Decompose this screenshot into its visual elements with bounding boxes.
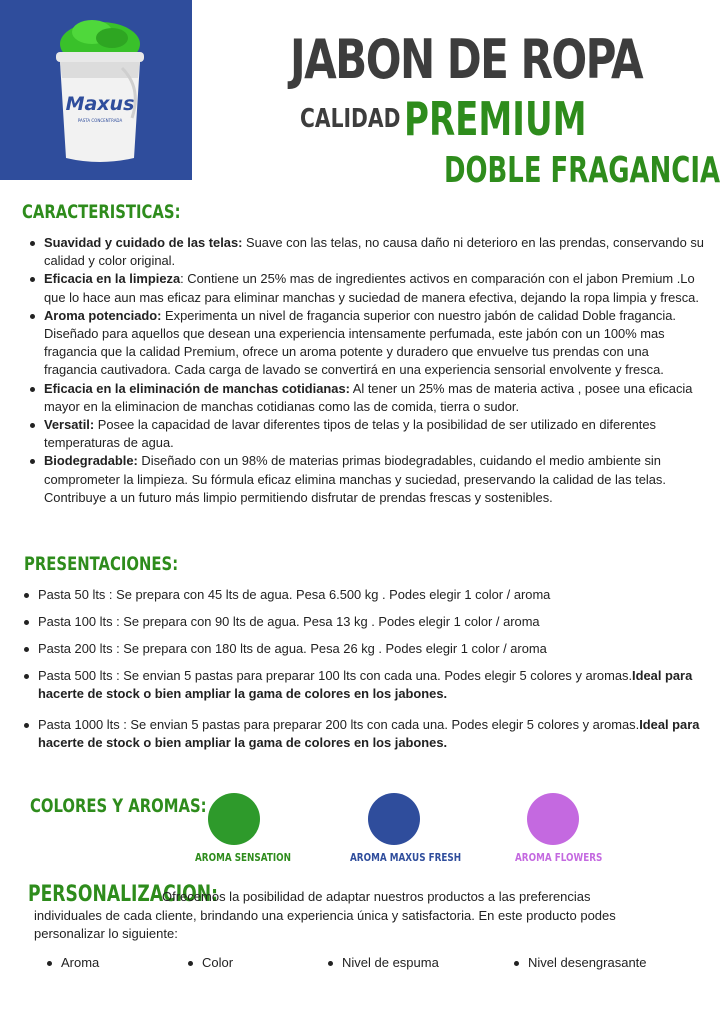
color-swatch-flowers <box>527 793 579 845</box>
presentaciones-list <box>38 586 708 752</box>
hero-panel <box>0 0 192 180</box>
personalizacion-text-line1: Ofrecemos la posibilidad de adaptar nuestros productos a las preferencias <box>162 889 591 904</box>
bucket-small-text: PASTA CONCENTRADA <box>77 118 123 123</box>
item-bold-text: Ideal para hacerte de stock o bien ampliar la gama de colores en los jabones. <box>38 668 693 701</box>
page-title: JABON DE ROPA <box>290 28 643 91</box>
title-calidad: CALIDAD <box>300 104 401 134</box>
item-text: Diseñado con un 98% de materias primas biodegradables, cuidando el medio ambiente sin comprometer la limpieza. Su fórmula eficaz elimina manchas y suciedad, preservando la calidad de las telas. Contribuye a un futuro más limpio permitiendo disfrutar de prendas frescas y sostenibles. <box>44 453 666 505</box>
list-item <box>44 270 704 306</box>
list-item <box>38 613 708 631</box>
item-bold-text: Ideal para hacerte de stock o bien ampliar la gama de colores en los jabones. <box>38 717 700 750</box>
list-item <box>44 234 704 270</box>
item-text: Al tener un 25% mas de materia activa , posee una eficacia mayor en la eliminacion de manchas cotidianas como las de comida, tierra o sudor. <box>44 380 693 414</box>
item-label: Versatil: <box>44 417 95 433</box>
item-text: Suave con las telas, no causa daño ni deterioro en las prendas, conservando su calidad y color original. <box>44 235 704 269</box>
item-text: Posee la capacidad de lavar diferentes tipos de telas y la posibilidad de ser utilizado en diferentes temperaturas de agua. <box>44 417 656 451</box>
title-doble-fragancia: DOBLE FRAGANCIA <box>444 150 721 191</box>
item-text: Pasta 200 lts : Se prepara con 180 lts de agua. Pesa 26 kg . Podes elegir 1 color / aroma <box>38 641 547 656</box>
option-nivel-espuma: Nivel de espuma <box>342 955 439 970</box>
personalizacion-heading: PERSONALIZACION: <box>28 882 218 907</box>
list-item <box>44 307 704 380</box>
list-item <box>44 452 704 507</box>
caracteristicas-heading: CARACTERISTICAS: <box>22 201 181 223</box>
presentaciones-heading: PRESENTACIONES: <box>24 553 179 575</box>
swatch-label-flowers: AROMA FLOWERS <box>515 851 603 864</box>
swatch-label-maxus-fresh: AROMA MAXUS FRESH <box>350 851 462 864</box>
option-aroma: Aroma <box>61 955 100 970</box>
product-bucket-image <box>52 18 148 168</box>
colores-heading: COLORES Y AROMAS: <box>30 795 207 817</box>
item-label: Suavidad y cuidado de las telas: <box>44 235 243 250</box>
item-label: Eficacia en la eliminación de manchas cotidianas: <box>44 380 350 396</box>
caracteristicas-list <box>44 234 704 507</box>
list-item <box>38 716 708 752</box>
item-text: : Contiene un 25% mas de ingredientes activos en comparación con el jabon Premium .Lo que lo hace aun mas eficaz para eliminar manchas y suciedad de manera efectiva, dejando la ropa limpia y fresca. <box>44 271 699 305</box>
color-swatch-maxus-fresh <box>368 793 420 845</box>
item-text: Pasta 50 lts : Se prepara con 45 lts de agua. Pesa 6.500 kg . Podes elegir 1 color / aroma <box>38 587 551 602</box>
title-premium: PREMIUM <box>404 92 587 146</box>
list-item <box>38 667 708 703</box>
swatch-label-sensation: AROMA SENSATION <box>195 851 292 864</box>
option-color: Color <box>202 955 234 970</box>
item-label: Aroma potenciado: <box>44 307 162 323</box>
list-item <box>38 586 708 604</box>
item-label: Biodegradable: <box>44 453 138 469</box>
item-text: Pasta 100 lts : Se prepara con 90 lts de agua. Pesa 13 kg . Podes elegir 1 color / aroma <box>38 614 540 629</box>
list-item <box>44 380 704 416</box>
option-nivel-desengrasante: Nivel desengrasante <box>528 955 647 970</box>
color-swatch-sensation <box>208 793 260 845</box>
personalizacion-text: individuales de cada cliente, brindando una experiencia única y satisfactoria. En este producto podes personalizar lo siguiente: <box>34 908 616 941</box>
item-text: Experimenta un nivel de fragancia superior con nuestro jabón de calidad Doble fragancia. Diseñado para aquellos que desean una experiencia intensamente perfumada, este jabón con un 100% mas fragancia que la calidad Premium, ofrece un aroma potente y duradero que envuelve tus prendas con una fragancia cautivadora. Cada carga de lavado se convertirá en una experiencia sensorial envolvente y fresca. <box>44 307 676 378</box>
list-item <box>38 640 708 658</box>
list-item <box>44 416 704 452</box>
item-text: Pasta 1000 lts : Se envian 5 pastas para preparar 200 lts con cada una. Podes elegir 5 colores y aromas. <box>38 717 640 732</box>
brand-logo: Maxus <box>65 93 135 115</box>
item-label: Eficacia en la limpieza <box>44 271 181 287</box>
item-text: Pasta 500 lts : Se envian 5 pastas para preparar 100 lts con cada una. Podes elegir 5 colores y aromas. <box>38 668 633 683</box>
